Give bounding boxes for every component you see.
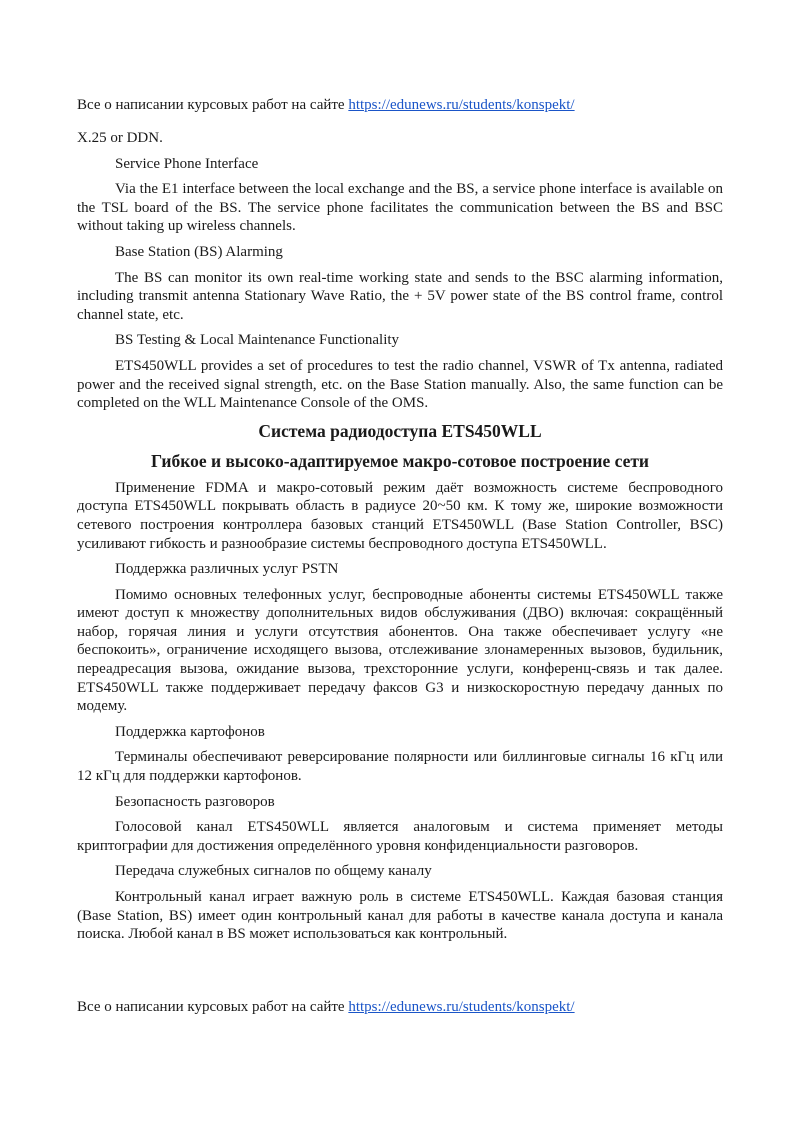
- paragraph-fdma: Применение FDMA и макро-сотовый режим даёт возможность системе беспроводного доступа ETS450WLL покрывать область в радиусе 20~50 км. К тому же, широкие возможности сетевого построения контроллера базовых станций ETS450WLL (Base Station Controller, BSC) усиливают гибкость и разнообразие системы беспроводного доступа ETS450WLL.: [77, 479, 723, 552]
- subheading-bs-alarming: Base Station (BS) Alarming: [115, 243, 283, 260]
- paragraph-service-phone: Via the E1 interface between the local exchange and the BS, a service phone interface is available on the TSL board of the BS. The service phone facilitates the communication between the BS and BSC without taking up wireless channels.: [77, 181, 723, 235]
- page-footer: [77, 998, 575, 1017]
- paragraph-security: Голосовой канал ETS450WLL является аналоговым и система применяет методы криптографии для достижения определённого уровня конфиденциальности разговоров.: [77, 819, 723, 854]
- footer-link[interactable]: https://edunews.ru/students/konspekt/: [348, 999, 575, 1015]
- paragraph-bs-alarming: The BS can monitor its own real-time working state and sends to the BSC alarming information, including transmit antenna Stationary Wave Ratio, the + 5V power state of the BS control frame, control channel state, etc.: [77, 269, 723, 323]
- header-link[interactable]: https://edunews.ru/students/konspekt/: [348, 97, 575, 113]
- subheading-service-phone: Service Phone Interface: [115, 155, 259, 172]
- section-subtitle: Гибкое и высоко-адаптируемое макро-сотовое построение сети: [150, 450, 650, 471]
- subheading-cardphones: Поддержка картофонов: [115, 723, 265, 740]
- paragraph-cardphones: Терминалы обеспечивают реверсирование полярности или биллинговые сигналы 16 кГц или 12 кГц для поддержки картофонов.: [77, 749, 723, 785]
- document-page: [77, 96, 723, 951]
- subheading-bs-testing: BS Testing & Local Maintenance Functionality: [115, 332, 400, 349]
- page-header: [77, 96, 723, 115]
- paragraph-common-channel: Контрольный канал играет важную роль в системе ETS450WLL. Каждая базовая станция (Base Station, BS) имеет один контрольный канал для работы в качестве канала доступа и канала поиска. Любой канал в BS может использоваться как контрольный.: [77, 889, 723, 943]
- paragraph-pstn: Помимо основных телефонных услуг, беспроводные абоненты системы ETS450WLL также имеют доступ к множеству дополнительных видов обслуживания (ДВО) включая: сокращённый набор, горячая линия и услуги отсутствия абонентов. Она также обеспечивает услугу «не беспокоить», ограничение исходящего вызова, отслеживание злонамеренных вызовов, будильник, переадресация вызова, ожидание вызова, трехсторонние услуги, конференц-связь и так далее. ETS450WLL также поддерживает передачу факсов G3 и низкоскоростную передачу данных по модему.: [77, 586, 723, 715]
- section-title: Система радиодоступа ETS450WLL: [258, 420, 542, 441]
- header-text: Все о написании курсовых работ на сайте: [77, 97, 345, 113]
- subheading-security: Безопасность разговоров: [115, 793, 275, 810]
- paragraph-continuation: X.25 or DDN.: [77, 130, 163, 146]
- subheading-common-channel: Передача служебных сигналов по общему каналу: [115, 863, 432, 880]
- paragraph-bs-testing: ETS450WLL provides a set of procedures to test the radio channel, VSWR of Tx antenna, radiated power and the received signal strength, etc. on the Base Station manually. Also, the same function can be completed on the WLL Maintenance Console of the OMS.: [77, 357, 723, 412]
- footer-text: Все о написании курсовых работ на сайте: [77, 999, 345, 1015]
- subheading-pstn: Поддержка различных услуг PSTN: [115, 561, 339, 578]
